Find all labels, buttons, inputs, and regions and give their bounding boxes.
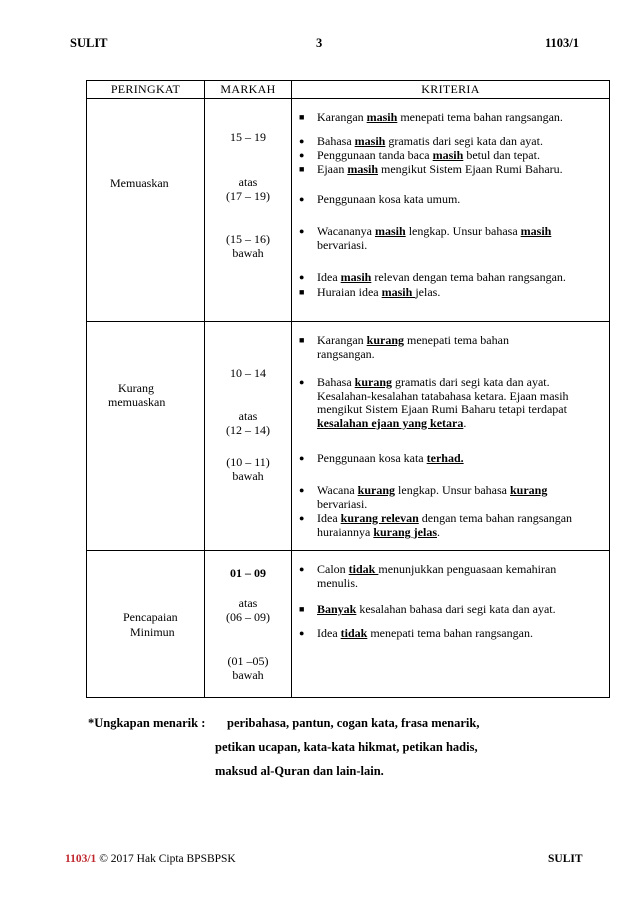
criteria-item: [299, 163, 605, 177]
emphasis-text: masih: [375, 224, 406, 238]
criteria-text: Banyak kesalahan bahasa dari segi kata dan ayat.: [317, 602, 556, 616]
criteria-text: Karangan kurang menepati tema bahan rangsangan.: [317, 333, 509, 361]
criteria-item: [299, 193, 605, 207]
criteria-text: Idea masih relevan dengan tema bahan rangsangan.: [317, 270, 566, 284]
bullet-icon: ●: [299, 136, 305, 146]
paper-code: 1103/1: [545, 36, 580, 50]
markah-bawah-label: bawah: [232, 469, 264, 483]
emphasis-text: kurang: [510, 483, 548, 497]
header-classification: SULIT: [70, 36, 108, 50]
criteria-item: [299, 334, 605, 361]
criteria-text: Huraian idea masih jelas.: [317, 285, 441, 299]
emphasis-text: masih: [340, 270, 372, 284]
note-line: maksud al-Quran dan lain-lain.: [215, 764, 384, 778]
column-header-kriteria: KRITERIA: [292, 81, 610, 99]
emphasis-text: Banyak: [317, 602, 357, 616]
criteria-item: [299, 149, 605, 163]
bullet-icon: ●: [299, 564, 305, 574]
criteria-text: Penggunaan kosa kata terhad.: [317, 451, 464, 465]
markah-cell: [205, 322, 292, 551]
markah-atas-label: atas: [238, 409, 258, 423]
peringkat-label-line2: memuaskan: [108, 395, 166, 409]
bullet-icon: ●: [299, 453, 305, 463]
criteria-item: [299, 286, 605, 300]
peringkat-label: Memuaskan: [110, 176, 169, 190]
marking-rubric-table: [86, 80, 610, 698]
emphasis-text: kurang: [354, 375, 393, 389]
criteria-item: [299, 484, 605, 511]
bullet-icon: ■: [299, 604, 305, 614]
criteria-text: Wacana kurang lengkap. Unsur bahasa kurang bervariasi.: [317, 483, 548, 511]
bullet-icon: ●: [299, 272, 305, 282]
page-number: 3: [316, 36, 323, 50]
emphasis-text: tidak: [348, 562, 379, 576]
emphasis-text: masih: [381, 285, 416, 299]
emphasis-text: masih: [366, 110, 398, 124]
criteria-text: Idea tidak menepati tema bahan rangsangan.: [317, 626, 533, 640]
markah-bawah-label: bawah: [232, 246, 264, 260]
table-row: [87, 551, 610, 698]
bullet-icon: ●: [299, 226, 305, 236]
kriteria-cell: [292, 99, 610, 322]
bullet-icon: ●: [299, 485, 305, 495]
bullet-icon: ■: [299, 287, 305, 297]
table-row: [87, 322, 610, 551]
peringkat-cell: [87, 322, 205, 551]
markah-bawah-range: (01 –05): [227, 654, 269, 668]
markah-atas-range: (06 – 09): [226, 610, 270, 624]
markah-range: 15 – 19: [230, 130, 266, 144]
emphasis-text: masih: [347, 162, 379, 176]
emphasis-text: masih: [354, 134, 386, 148]
table-row: [87, 99, 610, 322]
bullet-icon: ●: [299, 150, 305, 160]
emphasis-text: terhad.: [426, 451, 464, 465]
criteria-text: Karangan masih menepati tema bahan rangsangan.: [317, 110, 563, 124]
markah-bawah-range: (10 – 11): [226, 455, 270, 469]
kriteria-cell: [292, 322, 610, 551]
criteria-text: Idea kurang relevan dengan tema bahan rangsangan huraiannya kurang jelas.: [317, 511, 573, 539]
markah-bawah-label: bawah: [232, 668, 264, 682]
markah-cell: [205, 551, 292, 698]
emphasis-text: tidak: [340, 626, 368, 640]
criteria-item: [299, 225, 605, 252]
footer-copyright-text: © 2017 Hak Cipta BPSBPSK: [99, 853, 236, 865]
emphasis-text: kurang jelas: [373, 524, 437, 539]
criteria-item: [299, 271, 605, 285]
peringkat-label: Pencapaian: [123, 610, 178, 624]
markah-atas-range: (12 – 14): [226, 423, 270, 437]
peringkat-cell: [87, 99, 205, 322]
emphasis-text: masih: [432, 148, 464, 162]
peringkat-label: Kurang: [118, 381, 154, 395]
criteria-text: Wacananya masih lengkap. Unsur bahasa masih bervariasi.: [317, 224, 552, 252]
note-label: *Ungkapan menarik :: [88, 716, 206, 730]
markah-atas-label: atas: [238, 175, 258, 189]
bullet-icon: ●: [299, 628, 305, 638]
column-header-markah: MARKAH: [205, 81, 292, 99]
criteria-text: Ejaan masih mengikut Sistem Ejaan Rumi Baharu.: [317, 162, 563, 176]
table-header-row: [87, 81, 610, 99]
note-line: peribahasa, pantun, cogan kata, frasa menarik,: [227, 716, 480, 730]
criteria-text: Bahasa masih gramatis dari segi kata dan ayat.: [317, 134, 543, 148]
column-header-peringkat: PERINGKAT: [87, 81, 205, 99]
footer-classification: SULIT: [548, 853, 583, 865]
criteria-text: Penggunaan kosa kata umum.: [317, 192, 461, 206]
bullet-icon: ●: [299, 194, 305, 204]
criteria-item: [299, 135, 605, 149]
criteria-item: [299, 111, 605, 125]
footer-copyright: [65, 853, 236, 865]
bullet-icon: ■: [299, 164, 305, 174]
emphasis-text: kurang: [366, 333, 404, 347]
criteria-text: Bahasa kurang gramatis dari segi kata dan ayat. Kesalahan-kesalahan tatabahasa ketara. Ejaan masih mengikut Sistem Ejaan Rumi Baharu tetapi terdapat kesalahan ejaan yang ketara.: [317, 375, 569, 430]
bullet-icon: ●: [299, 377, 305, 387]
emphasis-text: kesalahan ejaan yang ketara: [317, 415, 464, 430]
criteria-item: [299, 627, 605, 641]
footer-code: 1103/1: [65, 853, 97, 865]
markah-atas-range: (17 – 19): [226, 189, 270, 203]
bullet-icon: ■: [299, 112, 305, 122]
criteria-text: Penggunaan tanda baca masih betul dan tepat.: [317, 148, 540, 162]
note-line: petikan ucapan, kata-kata hikmat, petikan hadis,: [215, 740, 478, 754]
peringkat-label-line2: Minimun: [130, 625, 175, 639]
emphasis-text: kurang relevan: [340, 511, 419, 525]
markah-atas-label: atas: [238, 596, 258, 610]
bullet-icon: ■: [299, 335, 305, 345]
emphasis-text: masih: [520, 224, 552, 238]
emphasis-text: kurang: [357, 483, 396, 497]
criteria-item: [299, 563, 605, 590]
markah-bawah-range: (15 – 16): [226, 232, 270, 246]
peringkat-cell: [87, 551, 205, 698]
bullet-icon: ●: [299, 513, 305, 523]
criteria-item: [299, 452, 605, 466]
criteria-text: Calon tidak menunjukkan penguasaan kemahiran menulis.: [317, 562, 557, 590]
criteria-item: [299, 603, 605, 617]
criteria-item: [299, 512, 605, 539]
criteria-item: [299, 376, 605, 430]
markah-range: 10 – 14: [230, 366, 266, 380]
kriteria-cell: [292, 551, 610, 698]
markah-range: 01 – 09: [230, 566, 266, 580]
markah-cell: [205, 99, 292, 322]
